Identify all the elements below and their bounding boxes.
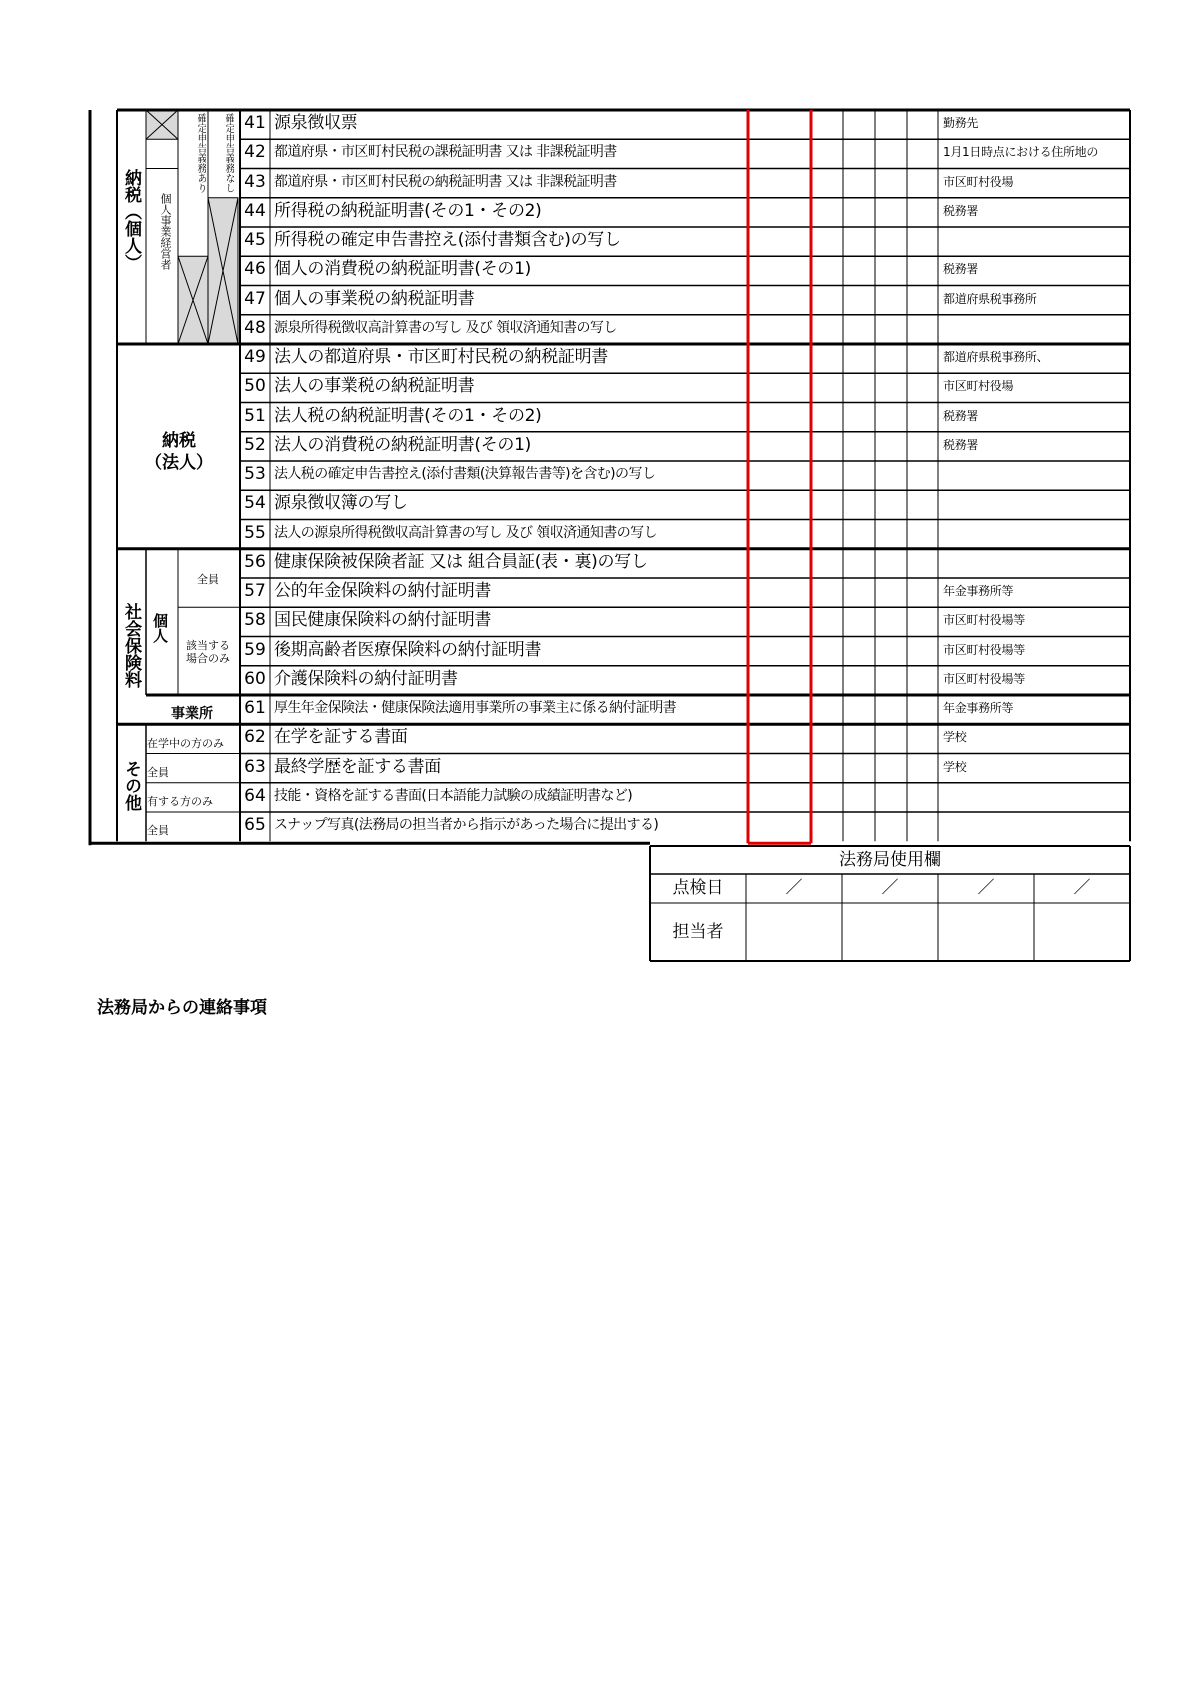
item-number: 43: [244, 171, 266, 192]
item-issuer: [940, 227, 1130, 256]
check-cell-1[interactable]: [748, 783, 811, 812]
check-cell-2[interactable]: [811, 286, 843, 315]
check-cell-1[interactable]: [748, 637, 811, 666]
item-number: 50: [244, 376, 266, 397]
item-issuer: 税務署: [943, 408, 979, 423]
item-number: 48: [244, 317, 266, 338]
item-issuer: 都道府県税事務所: [943, 291, 1037, 306]
check-cell-4[interactable]: [875, 490, 907, 519]
check-cell-1[interactable]: [748, 490, 811, 519]
check-cell-2[interactable]: [811, 490, 843, 519]
check-cell-3[interactable]: [843, 373, 875, 402]
item-issuer: 年金事務所等: [943, 584, 1014, 598]
check-cell-1[interactable]: [748, 754, 811, 783]
check-cell-3[interactable]: [843, 198, 875, 227]
notice-title: 法務局からの連絡事項: [97, 998, 267, 1018]
check-cell-1[interactable]: [748, 695, 811, 724]
check-cell-4[interactable]: [875, 315, 907, 344]
check-cell-2[interactable]: [811, 373, 843, 402]
check-cell-3[interactable]: [843, 666, 875, 695]
check-cell-3[interactable]: [843, 549, 875, 578]
check-cell-4[interactable]: [875, 607, 907, 636]
item-name: 源泉所得税徴収高計算書の写し 及び 領収済通知書の写し: [274, 319, 617, 336]
check-cell-2[interactable]: [811, 666, 843, 695]
check-cell-2[interactable]: [811, 461, 843, 490]
check-cell-1[interactable]: [748, 256, 811, 285]
label-all-2: 全員: [147, 824, 169, 837]
item-number: 57: [244, 581, 266, 601]
person-in-charge-label: 担当者: [672, 922, 724, 942]
item-number: 53: [244, 464, 266, 484]
item-name: 源泉徴収票: [274, 113, 358, 133]
check-cell-1[interactable]: [748, 403, 811, 432]
check-cell-4[interactable]: [875, 666, 907, 695]
item-issuer: 市区町村役場等: [943, 613, 1025, 628]
item-name: 最終学歴を証する書面: [274, 756, 441, 777]
item-number: 64: [244, 785, 266, 806]
check-cell-2[interactable]: [811, 432, 843, 461]
item-name: 法人の都道府県・市区町村民税の納税証明書: [274, 347, 608, 367]
check-cell-5[interactable]: [907, 169, 938, 198]
label-filing-not-required: 確定申告義務なし: [223, 113, 234, 193]
item-issuer: 市区町村役場等: [943, 671, 1025, 686]
item-number: 65: [244, 815, 266, 835]
check-cell-4[interactable]: [875, 110, 907, 139]
item-issuer: 都道府県税事務所、: [943, 350, 1049, 364]
check-cell-5[interactable]: [907, 695, 938, 724]
check-cell-4[interactable]: [875, 812, 907, 841]
item-name: 所得税の納税証明書(その1・その2): [274, 200, 542, 221]
check-cell-3[interactable]: [843, 169, 875, 198]
check-cell-1[interactable]: [748, 724, 811, 753]
label-holders-only: 有する方のみ: [147, 795, 213, 808]
item-name: 源泉徴収簿の写し: [274, 493, 408, 514]
check-cell-4[interactable]: [875, 169, 907, 198]
check-cell-2[interactable]: [811, 344, 843, 373]
item-number: 58: [244, 610, 266, 631]
check-cell-5[interactable]: [907, 666, 938, 695]
check-cell-1[interactable]: [748, 373, 811, 402]
date-slash-3: ／: [977, 878, 995, 898]
check-cell-1[interactable]: [748, 286, 811, 315]
item-number: 42: [244, 142, 266, 163]
check-cell-4[interactable]: [875, 549, 907, 578]
item-issuer: [940, 783, 1130, 812]
check-cell-4[interactable]: [875, 286, 907, 315]
item-number: 51: [244, 405, 266, 426]
check-cell-4[interactable]: [875, 139, 907, 168]
item-issuer: [940, 812, 1130, 841]
check-cell-1[interactable]: [748, 169, 811, 198]
check-cell-2[interactable]: [811, 637, 843, 666]
check-cell-4[interactable]: [875, 754, 907, 783]
item-issuer: 1月1日時点における住所地の: [943, 145, 1099, 160]
item-number: 47: [244, 288, 266, 309]
check-cell-1[interactable]: [748, 315, 811, 344]
item-name: 技能・資格を証する書面(日本語能力試験の成績証明書など): [274, 787, 633, 804]
check-cell-3[interactable]: [843, 403, 875, 432]
check-cell-3[interactable]: [843, 490, 875, 519]
item-name: 所得税の確定申告書控え(添付書類含む)の写し: [274, 230, 621, 250]
item-number: 46: [244, 259, 266, 280]
check-cell-2[interactable]: [811, 812, 843, 841]
check-cell-4[interactable]: [875, 695, 907, 724]
item-number: 56: [244, 551, 266, 572]
check-cell-4[interactable]: [875, 432, 907, 461]
check-cell-2[interactable]: [811, 198, 843, 227]
check-cell-2[interactable]: [811, 783, 843, 812]
item-issuer: [940, 520, 1130, 549]
check-cell-4[interactable]: [875, 637, 907, 666]
check-cell-1[interactable]: [748, 432, 811, 461]
item-number: 63: [244, 756, 266, 777]
item-name: 法人税の確定申告書控え(添付書類(決算報告書等)を含む)の写し: [274, 466, 656, 482]
check-cell-4[interactable]: [875, 520, 907, 549]
date-slash-2: ／: [881, 878, 899, 898]
item-number: 55: [244, 522, 266, 543]
check-cell-2[interactable]: [811, 754, 843, 783]
check-cell-2[interactable]: [811, 139, 843, 168]
check-cell-5[interactable]: [907, 403, 938, 432]
label-if-applicable: 該当する 場合のみ: [186, 639, 230, 665]
check-cell-5[interactable]: [907, 110, 938, 139]
item-issuer: 市区町村役場: [943, 174, 1014, 189]
check-cell-5[interactable]: [907, 227, 938, 256]
item-name: 法人の事業税の納税証明書: [274, 376, 475, 397]
check-cell-5[interactable]: [907, 520, 938, 549]
category-individual: 個人: [151, 613, 169, 643]
check-cell-1[interactable]: [748, 578, 811, 607]
item-name: 個人の事業税の納税証明書: [274, 288, 475, 309]
category-corporate-tax: 納税 （法人）: [145, 431, 213, 473]
item-name: 在学を証する書面: [274, 727, 408, 748]
check-cell-5[interactable]: [907, 607, 938, 636]
check-cell-4[interactable]: [875, 461, 907, 490]
inspection-date-label: 点検日: [672, 878, 724, 898]
item-number: 54: [244, 493, 266, 514]
check-cell-5[interactable]: [907, 637, 938, 666]
check-cell-4[interactable]: [875, 373, 907, 402]
check-cell-3[interactable]: [843, 695, 875, 724]
check-cell-1[interactable]: [748, 666, 811, 695]
check-cell-5[interactable]: [907, 549, 938, 578]
date-slash-4: ／: [1073, 878, 1091, 898]
item-issuer: 勤務先: [943, 116, 979, 130]
check-cell-1[interactable]: [748, 607, 811, 636]
label-filing-required: 確定申告義務あり: [195, 113, 206, 193]
item-issuer: 税務署: [943, 437, 979, 452]
check-cell-5[interactable]: [907, 724, 938, 753]
category-social-insurance: 社会保険料: [121, 602, 141, 688]
check-cell-5[interactable]: [907, 812, 938, 841]
item-number: 41: [244, 113, 266, 133]
check-cell-4[interactable]: [875, 724, 907, 753]
check-cell-3[interactable]: [843, 432, 875, 461]
check-cell-3[interactable]: [843, 139, 875, 168]
check-cell-2[interactable]: [811, 724, 843, 753]
item-issuer: 市区町村役場: [943, 379, 1014, 394]
check-cell-1[interactable]: [748, 520, 811, 549]
label-all: 全員: [147, 766, 169, 779]
check-cell-2[interactable]: [811, 695, 843, 724]
check-cell-2[interactable]: [811, 256, 843, 285]
check-cell-5[interactable]: [907, 256, 938, 285]
check-cell-3[interactable]: [843, 783, 875, 812]
check-cell-1[interactable]: [748, 110, 811, 139]
check-cell-1[interactable]: [748, 198, 811, 227]
item-name: 健康保険被保険者証 又は 組合員証(表・裏)の写し: [274, 551, 648, 572]
check-cell-4[interactable]: [875, 783, 907, 812]
item-name: 法人の消費税の納税証明書(その1): [274, 434, 531, 455]
item-number: 61: [244, 698, 266, 718]
check-cell-5[interactable]: [907, 783, 938, 812]
check-cell-3[interactable]: [843, 637, 875, 666]
check-cell-1[interactable]: [748, 812, 811, 841]
check-cell-3[interactable]: [843, 110, 875, 139]
item-name: 後期高齢者医療保険料の納付証明書: [274, 639, 542, 660]
office-use-title: 法務局使用欄: [839, 850, 941, 870]
category-business-office: 事業所: [171, 706, 213, 722]
item-number: 45: [244, 230, 266, 250]
check-cell-5[interactable]: [907, 432, 938, 461]
check-cell-3[interactable]: [843, 754, 875, 783]
check-cell-3[interactable]: [843, 344, 875, 373]
item-name: 厚生年金保険法・健康保険法適用事業所の事業主に係る納付証明書: [274, 700, 676, 716]
check-cell-2[interactable]: [811, 578, 843, 607]
item-name: 公的年金保険料の納付証明書: [274, 581, 492, 601]
item-name: スナップ写真(法務局の担当者から指示があった場合に提出する): [274, 817, 659, 833]
item-number: 44: [244, 200, 266, 221]
item-issuer: 学校: [943, 759, 967, 774]
item-name: 法人の源泉所得税徴収高計算書の写し 及び 領収済通知書の写し: [274, 524, 657, 541]
check-cell-2[interactable]: [811, 403, 843, 432]
category-individual-tax: 納税（個人）: [121, 169, 141, 271]
check-cell-2[interactable]: [811, 169, 843, 198]
item-name: 都道府県・市区町村民税の納税証明書 又は 非課税証明書: [274, 173, 617, 190]
check-cell-2[interactable]: [811, 227, 843, 256]
item-number: 49: [244, 347, 266, 367]
check-cell-3[interactable]: [843, 315, 875, 344]
item-issuer: 学校: [943, 730, 967, 745]
item-number: 62: [244, 727, 266, 748]
check-cell-3[interactable]: [843, 812, 875, 841]
check-cell-2[interactable]: [811, 315, 843, 344]
check-cell-5[interactable]: [907, 373, 938, 402]
item-number: 60: [244, 668, 266, 689]
item-issuer: [940, 549, 1130, 578]
item-issuer: 税務署: [943, 203, 979, 218]
check-cell-3[interactable]: [843, 578, 875, 607]
item-name: 都道府県・市区町村民税の課税証明書 又は 非課税証明書: [274, 144, 617, 161]
check-cell-3[interactable]: [843, 520, 875, 549]
check-cell-4[interactable]: [875, 344, 907, 373]
check-cell-1[interactable]: [748, 461, 811, 490]
check-cell-4[interactable]: [875, 578, 907, 607]
check-cell-1[interactable]: [748, 344, 811, 373]
check-cell-3[interactable]: [843, 461, 875, 490]
check-cell-4[interactable]: [875, 227, 907, 256]
check-cell-5[interactable]: [907, 315, 938, 344]
item-issuer: [940, 315, 1130, 344]
item-name: 個人の消費税の納税証明書(その1): [274, 259, 531, 280]
item-number: 52: [244, 434, 266, 455]
check-cell-5[interactable]: [907, 461, 938, 490]
check-cell-3[interactable]: [843, 227, 875, 256]
category-other: その他: [121, 759, 141, 811]
check-cell-5[interactable]: [907, 198, 938, 227]
check-cell-2[interactable]: [811, 607, 843, 636]
label-self-employed: 個人事業経営者: [159, 193, 172, 270]
item-name: 介護保険料の納付証明書: [274, 668, 458, 689]
check-cell-3[interactable]: [843, 286, 875, 315]
check-cell-3[interactable]: [843, 256, 875, 285]
label-all-members: 全員: [197, 573, 219, 586]
check-cell-2[interactable]: [811, 110, 843, 139]
item-number: 59: [244, 639, 266, 660]
date-slash-1: ／: [785, 878, 803, 898]
check-cell-5[interactable]: [907, 578, 938, 607]
label-enrolled-only: 在学中の方のみ: [147, 737, 224, 750]
item-name: 国民健康保険料の納付証明書: [274, 610, 492, 631]
check-cell-1[interactable]: [748, 139, 811, 168]
check-cell-5[interactable]: [907, 490, 938, 519]
check-cell-4[interactable]: [875, 198, 907, 227]
check-cell-1[interactable]: [748, 549, 811, 578]
check-cell-4[interactable]: [875, 256, 907, 285]
check-cell-1[interactable]: [748, 227, 811, 256]
check-cell-2[interactable]: [811, 549, 843, 578]
item-issuer: [940, 490, 1130, 519]
check-cell-3[interactable]: [843, 607, 875, 636]
item-name: 法人税の納税証明書(その1・その2): [274, 405, 542, 426]
check-cell-4[interactable]: [875, 403, 907, 432]
check-cell-5[interactable]: [907, 139, 938, 168]
item-issuer: 年金事務所等: [943, 701, 1014, 715]
item-issuer: [940, 461, 1130, 490]
check-cell-3[interactable]: [843, 724, 875, 753]
item-issuer: 税務署: [943, 262, 979, 277]
check-cell-5[interactable]: [907, 286, 938, 315]
check-cell-5[interactable]: [907, 754, 938, 783]
item-issuer: 市区町村役場等: [943, 642, 1025, 657]
check-cell-2[interactable]: [811, 520, 843, 549]
check-cell-5[interactable]: [907, 344, 938, 373]
